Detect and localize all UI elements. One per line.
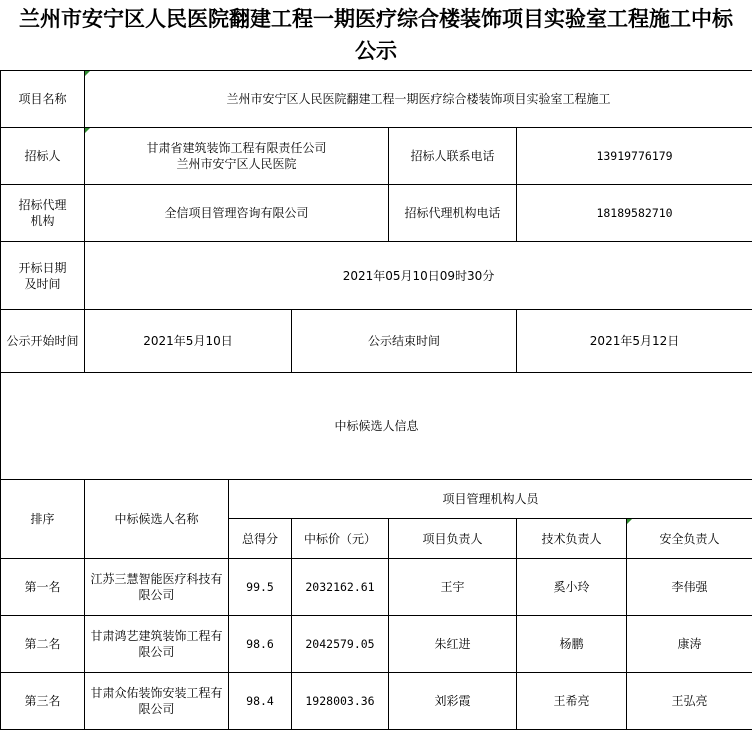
cell-rank: 第三名	[1, 673, 85, 730]
row-publicity	[1, 310, 752, 373]
cell-safety-lead: 康涛	[627, 616, 752, 673]
cell-project-lead: 朱红进	[389, 616, 517, 673]
header-candidate-name: 中标候选人名称	[85, 480, 229, 559]
row-candidates-info	[1, 373, 752, 480]
label-agency-phone: 招标代理机构电话	[389, 185, 517, 242]
candidates-header-row-1	[1, 480, 752, 519]
label-publicity-start: 公示开始时间	[1, 310, 85, 373]
cell-score: 99.5	[229, 559, 292, 616]
value-publicity-start: 2021年5月10日	[85, 310, 292, 373]
label-agency: 招标代理机构	[1, 185, 85, 242]
tenderer-line-2: 兰州市安宁区人民医院	[87, 156, 386, 172]
cell-tech-lead: 王希亮	[517, 673, 627, 730]
header-project-lead: 项目负责人	[389, 519, 517, 559]
value-agency: 全信项目管理咨询有限公司	[85, 185, 389, 242]
cell-safety-lead: 李伟强	[627, 559, 752, 616]
label-publicity-end: 公示结束时间	[292, 310, 517, 373]
label-tenderer: 招标人	[1, 128, 85, 185]
value-agency-phone: 18189582710	[517, 185, 752, 242]
header-mgmt-group: 项目管理机构人员	[229, 480, 752, 519]
cell-safety-lead: 王弘亮	[627, 673, 752, 730]
cell-candidate-name: 江苏三慧智能医疗科技有限公司	[85, 559, 229, 616]
cell-price: 2032162.61	[292, 559, 389, 616]
header-score: 总得分	[229, 519, 292, 559]
cell-tech-lead: 杨鹏	[517, 616, 627, 673]
row-bid-open-time	[1, 242, 752, 310]
value-tenderer	[85, 128, 389, 185]
cell-rank: 第一名	[1, 559, 85, 616]
cell-rank: 第二名	[1, 616, 85, 673]
cell-project-lead: 刘彩霞	[389, 673, 517, 730]
cell-candidate-name: 甘肃众佑装饰安装工程有限公司	[85, 673, 229, 730]
label-project-name: 项目名称	[1, 71, 85, 128]
cell-tech-lead: 奚小玲	[517, 559, 627, 616]
cell-candidate-name: 甘肃鸿艺建筑装饰工程有限公司	[85, 616, 229, 673]
row-project-name	[1, 71, 752, 128]
page-title: 兰州市安宁区人民医院翻建工程一期医疗综合楼装饰项目实验室工程施工中标公示	[0, 0, 752, 70]
value-project-name: 兰州市安宁区人民医院翻建工程一期医疗综合楼装饰项目实验室工程施工	[85, 71, 752, 128]
header-price: 中标价（元）	[292, 519, 389, 559]
cell-price: 2042579.05	[292, 616, 389, 673]
header-safety-lead: 安全负责人	[627, 519, 752, 559]
cell-project-lead: 王宇	[389, 559, 517, 616]
label-tenderer-phone: 招标人联系电话	[389, 128, 517, 185]
row-agency	[1, 185, 752, 242]
row-tenderer	[1, 128, 752, 185]
cell-score: 98.4	[229, 673, 292, 730]
candidates-info-heading: 中标候选人信息	[1, 373, 752, 480]
table-row	[1, 673, 752, 730]
bid-publicity-table	[0, 70, 752, 730]
label-bid-open-time: 开标日期及时间	[1, 242, 85, 310]
table-row	[1, 559, 752, 616]
value-publicity-end: 2021年5月12日	[517, 310, 752, 373]
value-tenderer-phone: 13919776179	[517, 128, 752, 185]
value-bid-open-time: 2021年05月10日09时30分	[85, 242, 752, 310]
tenderer-line-1: 甘肃省建筑装饰工程有限责任公司	[87, 140, 386, 156]
table-row	[1, 616, 752, 673]
header-rank: 排序	[1, 480, 85, 559]
cell-price: 1928003.36	[292, 673, 389, 730]
header-tech-lead: 技术负责人	[517, 519, 627, 559]
cell-score: 98.6	[229, 616, 292, 673]
